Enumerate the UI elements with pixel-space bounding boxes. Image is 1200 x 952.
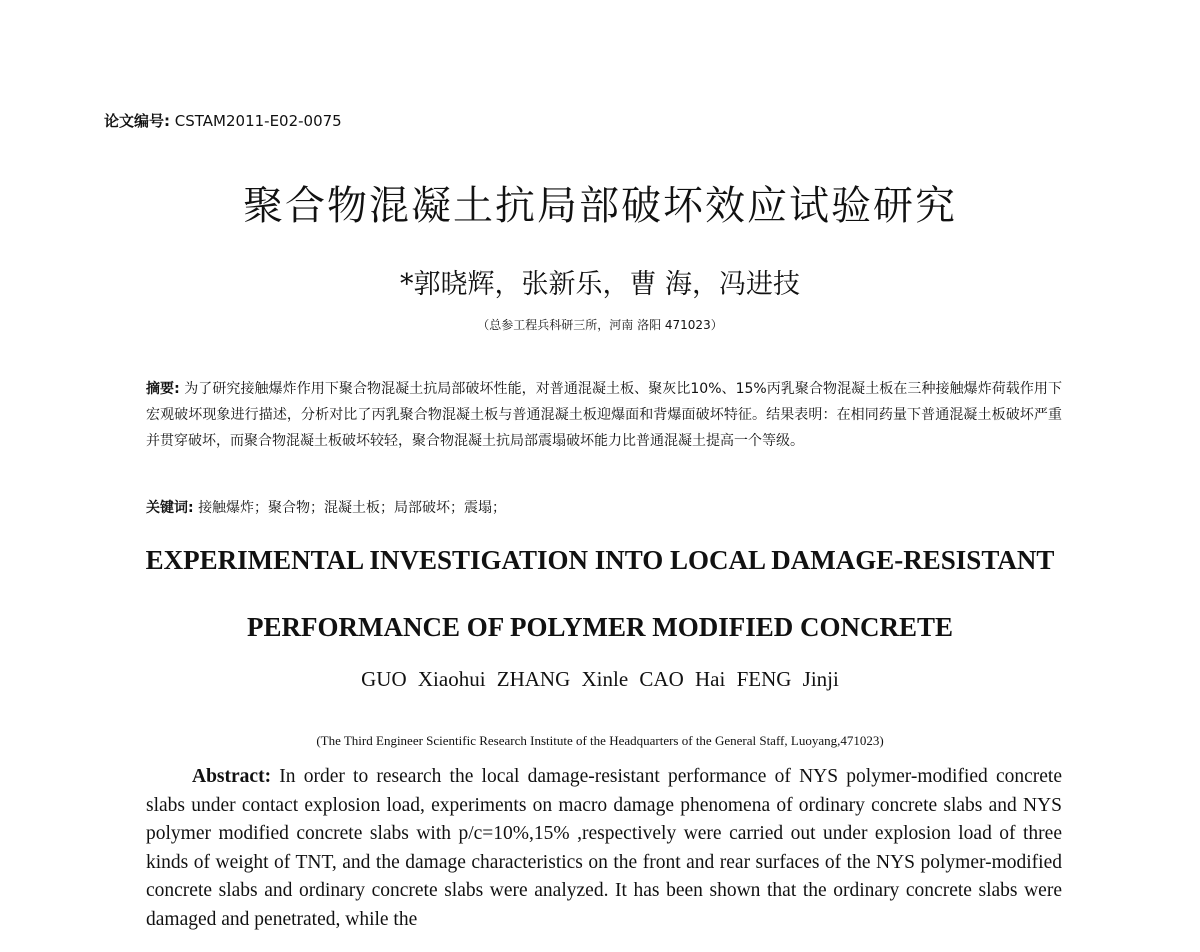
paper-id-label: 论文编号: <box>104 112 170 130</box>
cn-keywords <box>146 497 506 517</box>
en-affiliation: (The Third Engineer Scientific Research Institute of the Headquarters of the General Staff, Luoyang,471023) <box>316 733 884 748</box>
en-abstract-text: In order to research the local damage-resistant performance of NYS polymer-modified concrete slabs under contact explosion load, experiments on macro damage phenomena of ordinary concrete slabs and NYS polymer modified concrete slabs with p/c=10%,15% ,respectively were carried out under explosion load of three kinds of weight of TNT, and the damage characteristics on the front and rear surfaces of the NYS polymer-modified concrete slabs and ordinary concrete slabs were analyzed. It has been shown that the ordinary concrete slabs were damaged and penetrated, while the <box>146 766 1063 930</box>
cn-title: 聚合物混凝土抗局部破坏效应试验研究 <box>243 183 957 229</box>
cn-authors: *郭晓辉，张新乐，曹 海，冯进技 <box>399 269 801 300</box>
cn-keywords-text: 接触爆炸；聚合物；混凝土板；局部破坏；震塌； <box>198 500 507 516</box>
cn-abstract <box>146 376 1062 454</box>
en-authors: GUO Xiaohui ZHANG Xinle CAO Hai FENG Jinji <box>361 667 839 691</box>
paper-id-value: CSTAM2011-E02-0075 <box>174 112 342 130</box>
en-abstract-label: Abstract: <box>192 766 272 787</box>
cn-affiliation: （总参工程兵科研三所，河南 洛阳 471023） <box>477 318 723 332</box>
en-abstract <box>146 763 1062 935</box>
en-title-line1: EXPERIMENTAL INVESTIGATION INTO LOCAL DAMAGE-RESISTANT <box>145 545 1055 575</box>
cn-keywords-label: 关键词: <box>146 500 194 516</box>
cn-abstract-text: 为了研究接触爆炸作用下聚合物混凝土抗局部破坏性能，对普通混凝土板、聚灰比10%、15%丙乳聚合物混凝土板在三种接触爆炸荷载作用下宏观破坏现象进行描述，分析对比了丙乳聚合物混凝土板与普通混凝土板迎爆面和背爆面破坏特征。结果表明：在相同药量下普通混凝土板破坏严重并贯穿破坏，而聚合物混凝土板破坏较轻，聚合物混凝土抗局部震塌破坏能力比普通混凝土提高一个等级。 <box>146 381 1062 449</box>
en-title-line2: PERFORMANCE OF POLYMER MODIFIED CONCRETE <box>246 612 953 642</box>
cn-abstract-label: 摘要: <box>146 381 180 397</box>
paper-id <box>104 110 342 131</box>
